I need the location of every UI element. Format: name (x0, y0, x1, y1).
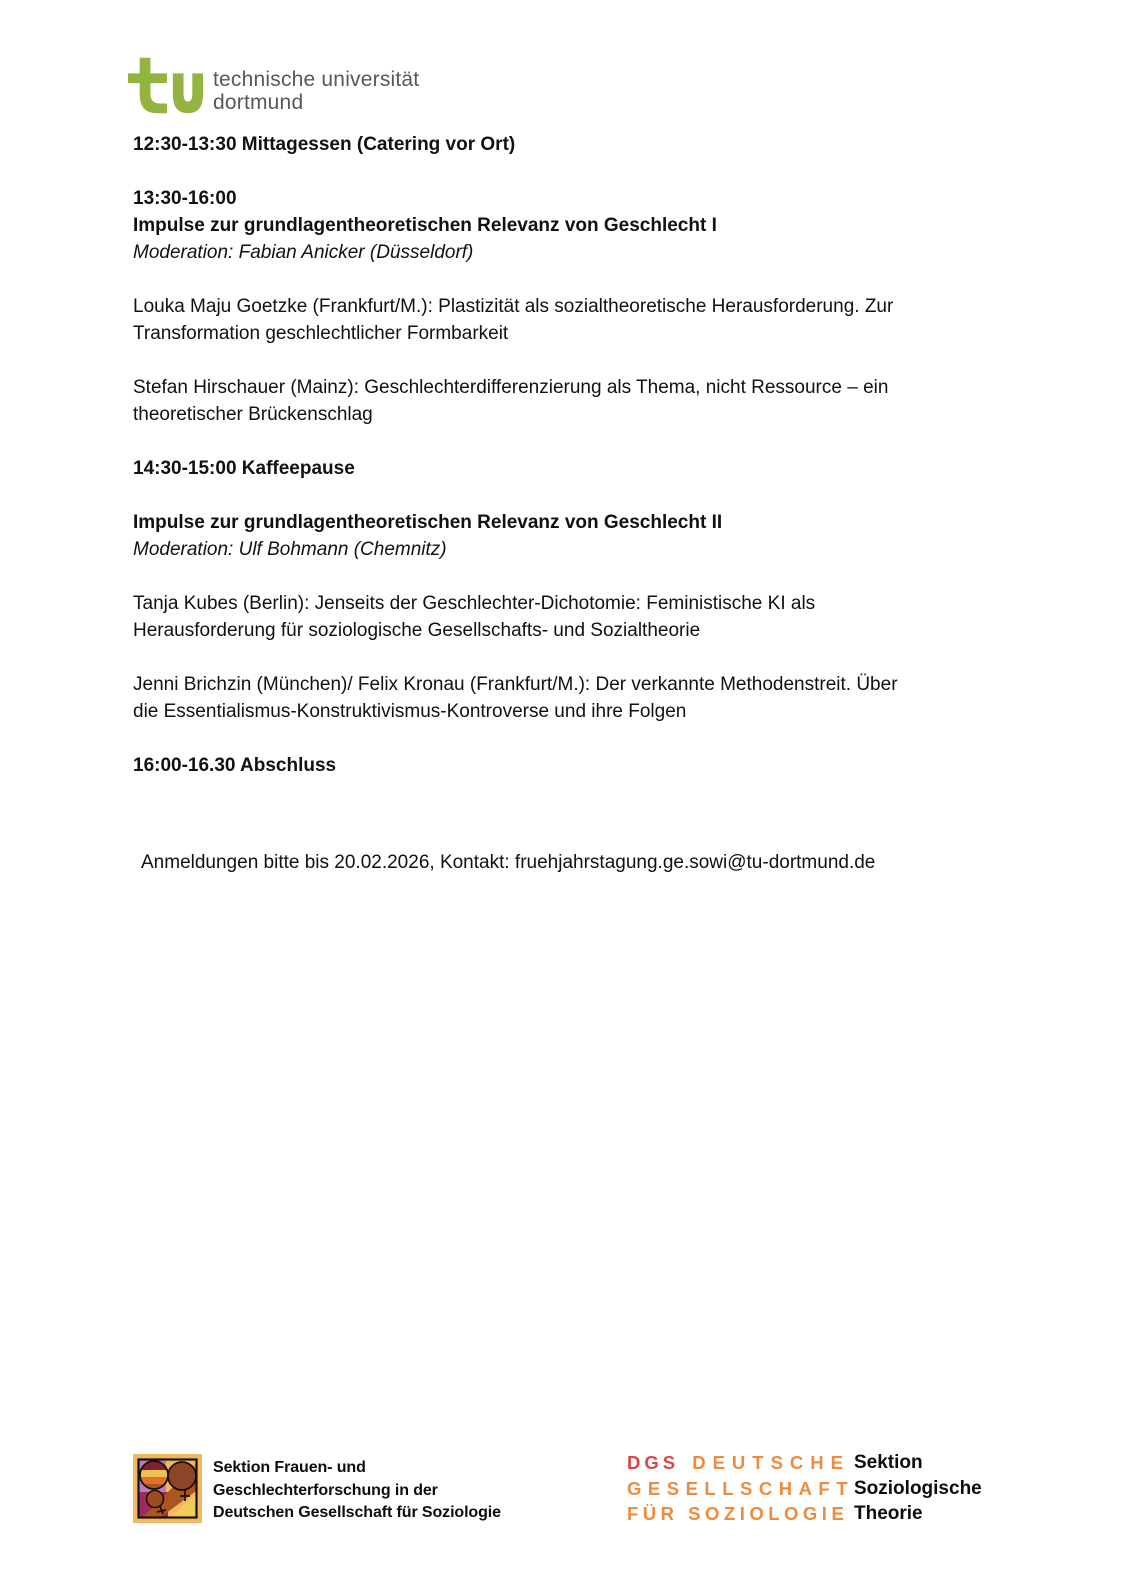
talk2-line1: Stefan Hirschauer (Mainz): Geschlechterdifferenzierung als Thema, nicht Ressource – ein (133, 377, 889, 398)
lunch-entry (133, 131, 1033, 158)
dgs-word-fuer-soziologie: FÜR SOZIOLOGIE (627, 1503, 849, 1524)
session1-title: Impulse zur grundlagentheoretischen Relevanz von Geschlecht I (133, 215, 717, 236)
coffee-text: 14:30-15:00 Kaffeepause (133, 458, 355, 479)
sektion-frauen-line1: Sektion Frauen- und (213, 1459, 366, 1476)
talk3-line1: Tanja Kubes (Berlin): Jenseits der Geschlechter-Dichotomie: Feministische KI als (133, 593, 816, 614)
tu-wordmark-line1: technische universität (213, 68, 420, 91)
registration-note: Anmeldungen bitte bis 20.02.2026, Kontakt: fruehjahrstagung.ge.sowi@tu-dortmund.de (141, 852, 876, 873)
closing-text: 16:00-16.30 Abschluss (133, 755, 337, 776)
dgs-sektion-line2: Soziologische (854, 1477, 982, 1499)
session1-time: 13:30-16:00 (133, 188, 237, 209)
talk1-line1: Louka Maju Goetzke (Frankfurt/M.): Plastizität als sozialtheoretische Herausforderung. Zur (133, 296, 894, 317)
dgs-abbr: DGS (627, 1452, 680, 1473)
talk1-line2: Transformation geschlechtlicher Formbarkeit (133, 323, 509, 344)
dgs-word-deutsche: DEUTSCHE (692, 1452, 850, 1473)
tu-logo-icon (128, 57, 204, 115)
session2-moderation: Moderation: Ulf Bohmann (Chemnitz) (133, 539, 447, 560)
tu-dortmund-logo (128, 57, 419, 115)
sektion-frauen-line2: Geschlechterforschung in der (213, 1481, 438, 1499)
session1-entry (133, 185, 1033, 266)
talk2-entry (133, 374, 1033, 428)
dgs-logo (627, 1450, 982, 1527)
dgs-sektion-text (854, 1450, 982, 1527)
talk3-line2: Herausforderung für soziologische Gesellschafts- und Sozialtheorie (133, 620, 701, 641)
dgs-sektion-line1: Sektion (854, 1452, 923, 1473)
talk4-entry (133, 671, 1033, 725)
dgs-row1 (627, 1450, 850, 1476)
talk2-line2: theoretischer Brückenschlag (133, 404, 373, 425)
talk3-entry (133, 590, 1033, 644)
talk1-entry (133, 293, 1033, 347)
coffee-entry (133, 455, 1033, 482)
session1-moderation: Moderation: Fabian Anicker (Düsseldorf) (133, 242, 474, 263)
dgs-wordmark (627, 1450, 855, 1527)
tu-wordmark-line2: dortmund (213, 91, 304, 114)
session2-title: Impulse zur grundlagentheoretischen Relevanz von Geschlecht II (133, 512, 723, 533)
dgs-word-gesellschaft: GESELLSCHAFT (627, 1477, 855, 1499)
session2-entry (133, 509, 1033, 563)
dgs-sektion-line3: Theorie (854, 1503, 923, 1524)
closing-entry (133, 752, 1033, 779)
talk4-line1: Jenni Brichzin (München)/ Felix Kronau (Frankfurt/M.): Der verkannte Methodenstreit. Über (133, 674, 898, 695)
sektion-frauen-text (213, 1454, 501, 1525)
tu-wordmark (213, 57, 419, 114)
sektion-frauen-logo (133, 1454, 501, 1525)
sektion-frauen-line3: Deutschen Gesellschaft für Soziologie (213, 1504, 501, 1521)
lunch-text: 12:30-13:30 Mittagessen (Catering vor Ort) (133, 134, 516, 155)
sektion-fg-logo-icon (133, 1454, 202, 1523)
program-content (133, 131, 1033, 903)
talk4-line2: die Essentialismus-Konstruktivismus-Kontroverse und ihre Folgen (133, 701, 687, 722)
